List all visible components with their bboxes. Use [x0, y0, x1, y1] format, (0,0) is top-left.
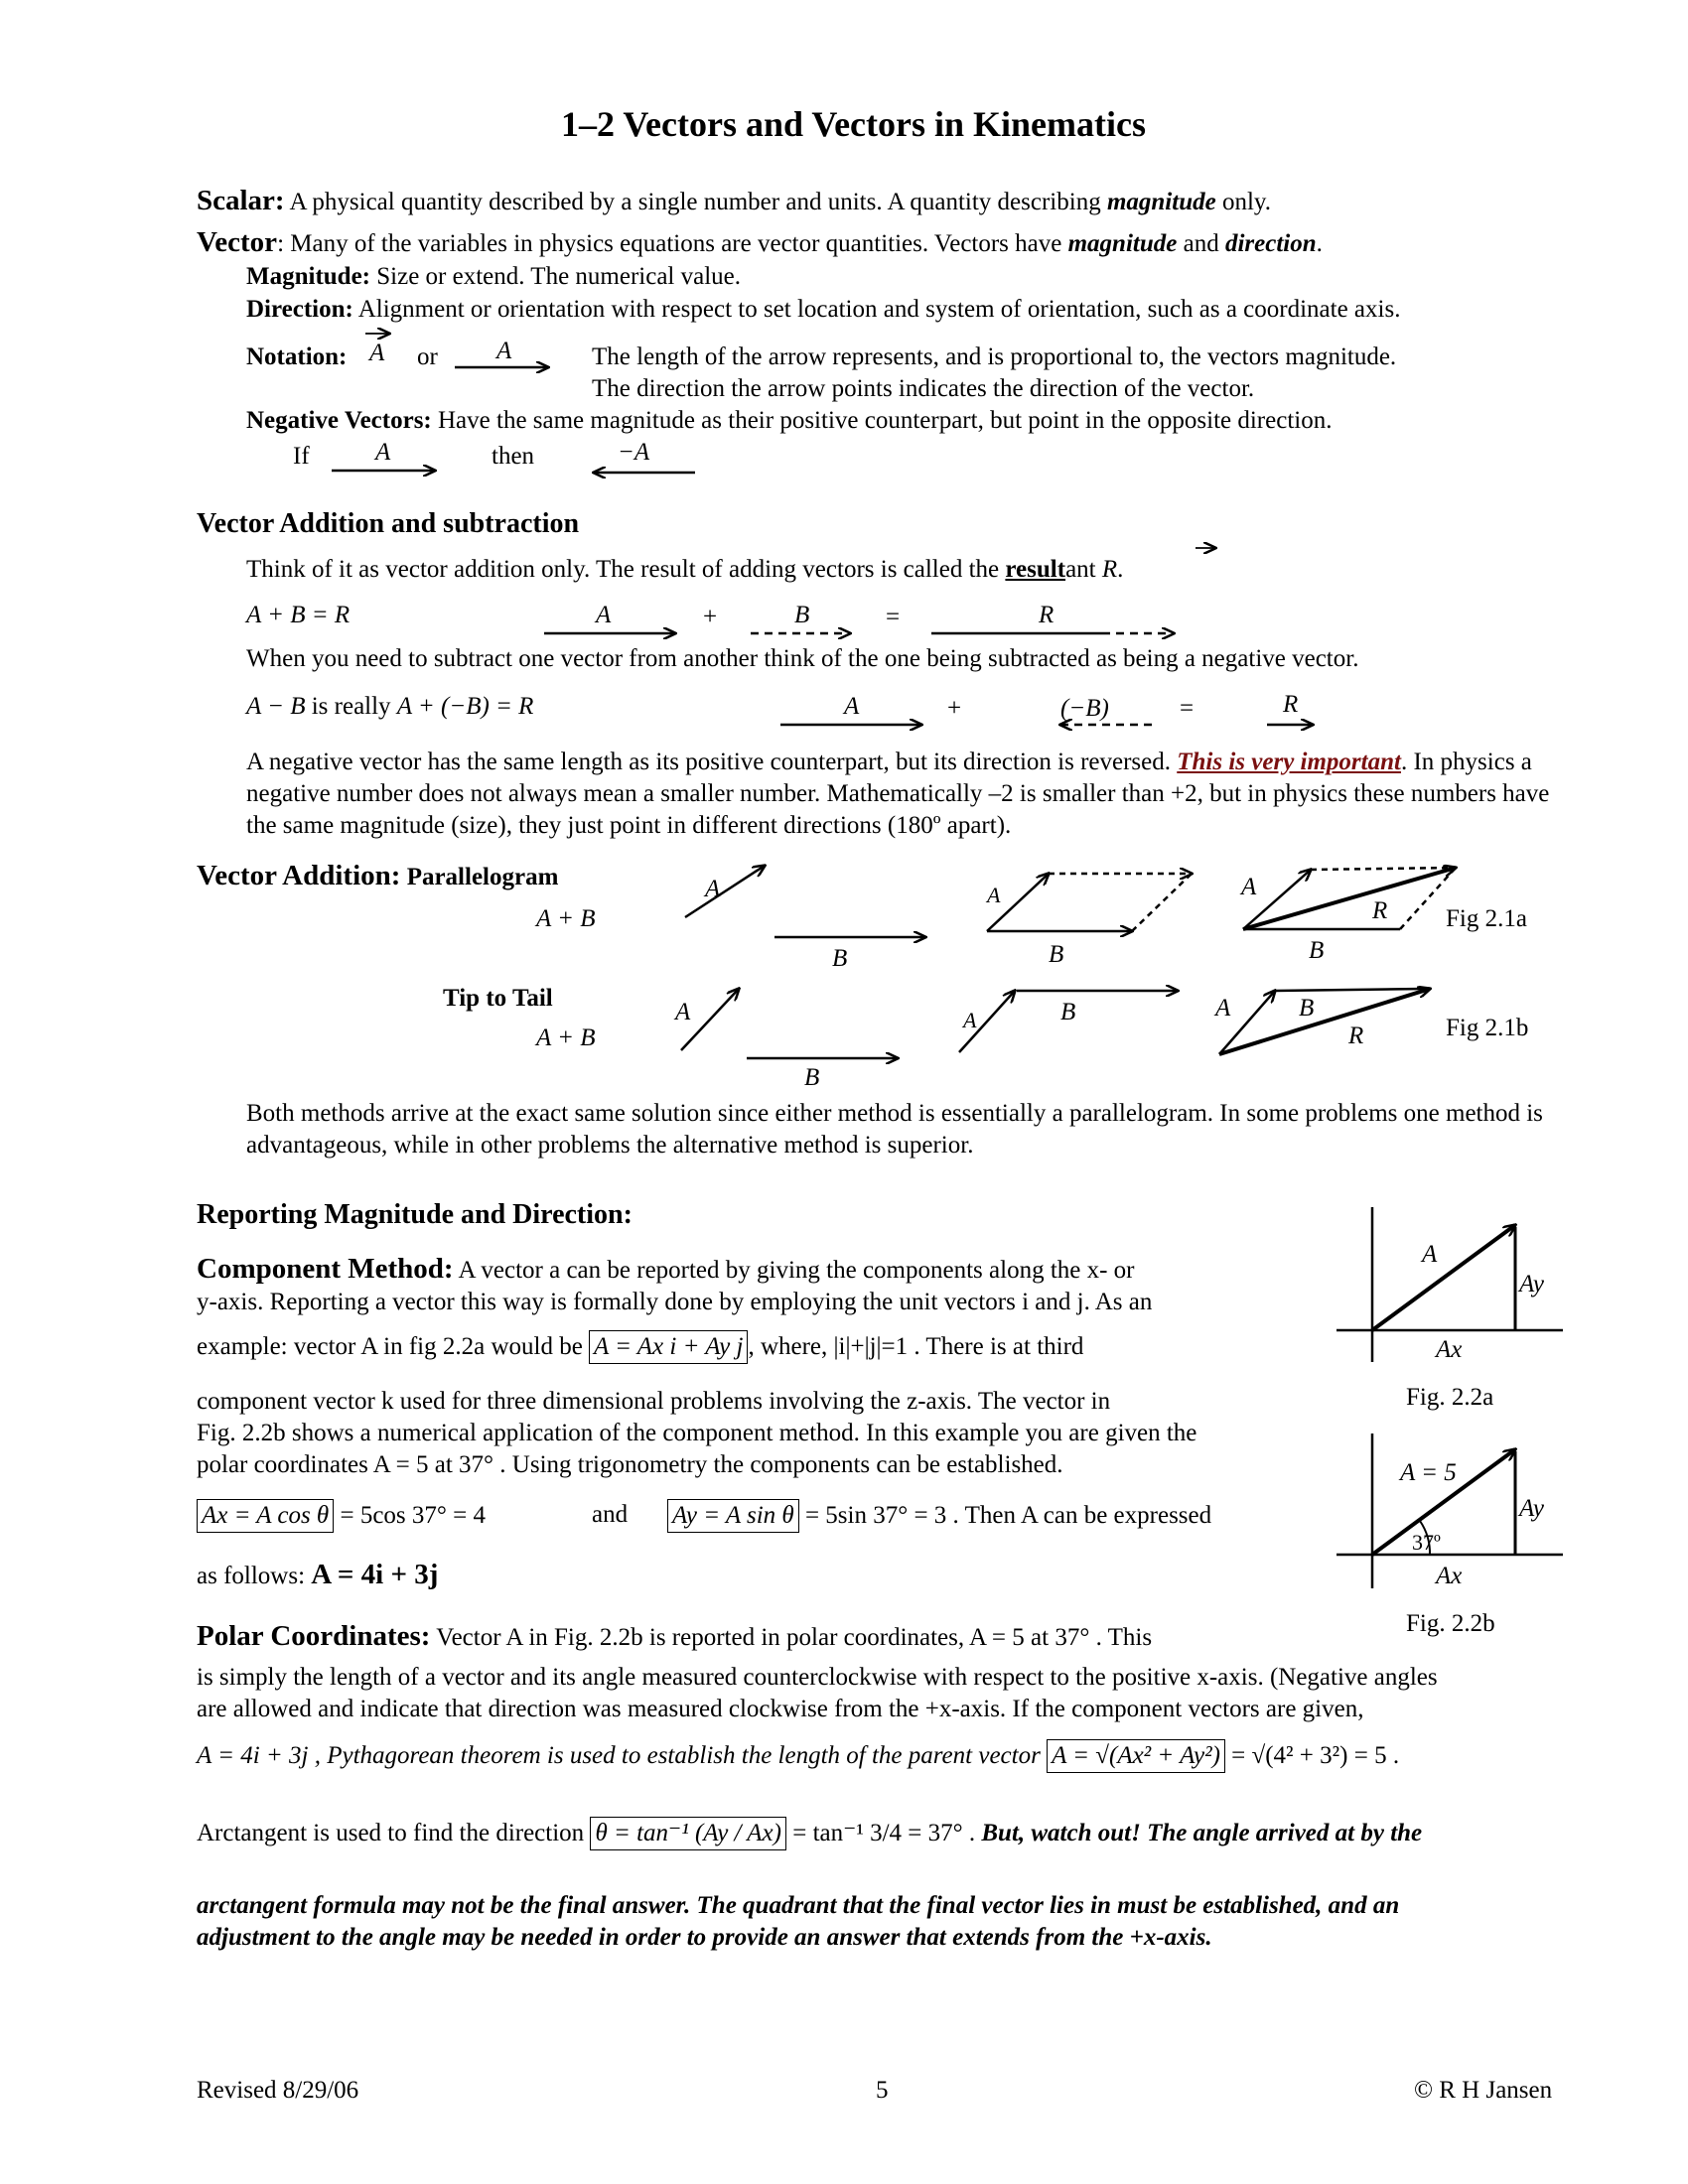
f1b-vecA1 [681, 989, 739, 1050]
negative-then: then [492, 443, 535, 470]
tip-to-tail-heading: Tip to Tail [443, 985, 553, 1012]
addition-equation: A + B = R [246, 602, 351, 628]
fig-2-1a-caption: Fig 2.1a [1446, 905, 1527, 932]
f1b-vecR3 [1219, 989, 1430, 1054]
f2b-vecA [1372, 1449, 1515, 1555]
scalar-term: Scalar: [197, 185, 285, 216]
f2b-Ay: Ay [1519, 1495, 1544, 1522]
f1a-A3: A [1241, 874, 1257, 900]
f1a-B1: B [832, 945, 848, 972]
arctangent-formula-box: θ = tan⁻¹ (Ay / Ax) [590, 1817, 786, 1850]
sub-R-label: R [1283, 691, 1299, 718]
as-follows: as follows: A = 4i + 3j [197, 1559, 439, 1590]
component-form-box: A = Ax i + Ay j [589, 1330, 748, 1364]
f1a-A2: A [987, 883, 1001, 907]
parallelogram-sum: A + B [536, 905, 596, 932]
page-title: 1–2 Vectors and Vectors in Kinematics [561, 104, 1146, 144]
component-line-1: Component Method: A vector a can be reported by giving the components along the x- or [197, 1253, 1135, 1285]
parallelogram-heading: Vector Addition: Parallelogram [197, 860, 559, 891]
notation-line-2: The direction the arrow points indicates the direction of the vector. [592, 375, 1255, 402]
sub-negB-label: (−B) [1060, 695, 1109, 722]
negative-negA-label: −A [618, 439, 650, 466]
polar-line-2: is simply the length of a vector and its angle measured counterclockwise with respect to the positive x-axis. (Negative angles [197, 1664, 1438, 1691]
footer-page-number: 5 [876, 2077, 889, 2104]
component-line-5: Fig. 2.2b shows a numerical application of the component method. In this example you are given the [197, 1420, 1197, 1446]
negative-if: If [293, 443, 310, 470]
f2a-vecA [1372, 1225, 1515, 1330]
subtraction-equation: A − B is really A + (−B) = R [246, 693, 534, 720]
notation-arrow-label: A [496, 338, 512, 364]
add-B-label: B [794, 602, 810, 628]
polar-line-1: Polar Coordinates: Vector A in Fig. 2.2b is reported in polar coordinates, A = 5 at 37° . This [197, 1620, 1153, 1652]
f1b-A1: A [675, 999, 691, 1025]
fig-2-1b-caption: Fig 2.1b [1446, 1015, 1529, 1041]
add-equals: = [886, 604, 901, 630]
vector-definition: Vector: Many of the variables in physics equations are vector quantities. Vectors have magnitude and direction. [197, 226, 1323, 258]
f1b-R3: R [1348, 1023, 1364, 1049]
f1a-vecA2 [987, 874, 1049, 931]
f2a-Ay: Ay [1519, 1271, 1544, 1297]
component-line-4: component vector k used for three dimensional problems involving the z-axis. The vector in [197, 1388, 1111, 1415]
notation-or: or [417, 343, 438, 370]
f2b-A5: A = 5 [1400, 1459, 1457, 1486]
vector-term: Vector [197, 226, 278, 258]
footer-revised: Revised 8/29/06 [197, 2077, 359, 2104]
add-R-label: R [1039, 602, 1055, 628]
warning-line-2: arctangent formula may not be the final answer. The quadrant that the final vector lies in must be established, and an [197, 1892, 1400, 1919]
component-line-6: polar coordinates A = 5 at 37° . Using trigonometry the components can be established. [197, 1451, 1063, 1478]
negative-vector-paragraph: A negative vector has the same length as its positive counterpart, but its direction is reversed. This is very important. In physics a negative number does not always mean a smaller number. Mathematically –2 is smaller than +2, but in physics these numbers have the same magnitude (size), they just point in different directions (180º apart). [246, 749, 1550, 839]
arctangent-line: Arctangent is used to find the direction θ = tan⁻¹ (Ay / Ax) = tan⁻¹ 3/4 = 37° . But, watch out! The angle arrived at by the [197, 1817, 1422, 1850]
f2a-A: A [1422, 1241, 1438, 1268]
f2b-angle: 37º [1412, 1530, 1441, 1555]
f1a-dash-top3 [1311, 868, 1456, 870]
magnitude-definition: Magnitude: Size or extend. The numerical value. [246, 263, 742, 290]
f1a-vecA1 [685, 866, 765, 917]
f1a-A1: A [705, 876, 721, 902]
f1a-B3: B [1309, 937, 1325, 964]
notation-line-1: The length of the arrow represents, and is proportional to, the vectors magnitude. [592, 343, 1397, 370]
addition-heading: Vector Addition and subtraction [197, 508, 580, 539]
f1a-B2: B [1049, 941, 1064, 968]
notation-symbol: A [369, 340, 385, 366]
f2b-Ax: Ax [1436, 1563, 1463, 1589]
f1a-vecR3 [1243, 868, 1456, 929]
tip-to-tail-sum: A + B [536, 1024, 596, 1051]
add-A-label: A [596, 602, 612, 628]
warning-line-3: adjustment to the angle may be needed in order to provide an answer that extends from the +x-axis. [197, 1924, 1212, 1951]
ay-equation: Ay = A sin θ = 5sin 37° = 3 . Then A can be expressed [667, 1499, 1211, 1533]
f1a-dash-right [1132, 874, 1192, 931]
fig-2-2b-caption: Fig. 2.2b [1406, 1610, 1495, 1637]
reporting-heading: Reporting Magnitude and Direction: [197, 1199, 633, 1230]
ax-formula-box: Ax = A cos θ [197, 1499, 334, 1533]
f1b-A3: A [1215, 995, 1231, 1022]
component-and: and [592, 1501, 629, 1528]
sub-equals: = [1180, 695, 1195, 722]
direction-definition: Direction: Alignment or orientation with respect to set location and system of orientation, such as a coordinate axis. [246, 296, 1401, 323]
component-equations: Ax = A cos θ = 5cos 37° = 4 [197, 1499, 486, 1533]
resultant-sentence: Think of it as vector addition only. The result of adding vectors is called the resultant R. [246, 556, 1124, 583]
polar-line-4: A = 4i + 3j , Pythagorean theorem is used to establish the length of the parent vector A = √(Ax² + Ay²) = √(4² + 3²) = 5 . [197, 1739, 1399, 1773]
fig-2-2a-caption: Fig. 2.2a [1406, 1384, 1494, 1411]
component-line-2: y-axis. Reporting a vector this way is formally done by employing the unit vectors i and j. As an [197, 1289, 1153, 1315]
negative-A-label: A [375, 439, 391, 466]
f1b-vecB3 [1275, 989, 1424, 991]
f2a-Ax: Ax [1436, 1336, 1463, 1363]
f1b-B3: B [1299, 995, 1315, 1022]
f1b-vecA2 [959, 991, 1015, 1052]
footer-copyright: © R H Jansen [1414, 2077, 1553, 2104]
magnitude-formula-box: A = √(Ax² + Ay²) [1047, 1739, 1225, 1773]
add-plus: + [703, 604, 718, 630]
both-methods-paragraph: Both methods arrive at the exact same solution since either method is essentially a parallelogram. In some problems one method is advantageous, while in other problems the alternative method is superior. [246, 1100, 1543, 1159]
notation-term: Notation: [246, 343, 348, 370]
f1b-A2: A [963, 1008, 977, 1032]
ay-formula-box: Ay = A sin θ [667, 1499, 799, 1533]
sub-plus: + [947, 695, 962, 722]
scalar-definition: Scalar: A physical quantity described by a single number and units. A quantity describing magnitude only. [197, 185, 1272, 216]
component-line-3: example: vector A in fig 2.2a would be A = Ax i + Ay j , where, |i|+|j|=1 . There is at third [197, 1330, 1083, 1364]
f2b-angle-arc [1420, 1521, 1430, 1555]
polar-line-3: are allowed and indicate that direction was measured clockwise from the +x-axis. If the component vectors are given, [197, 1696, 1364, 1722]
negative-vectors-definition: Negative Vectors: Have the same magnitude as their positive counterpart, but point in the opposite direction. [246, 407, 1333, 434]
sub-A-label: A [844, 693, 860, 720]
f1b-B1: B [804, 1064, 820, 1091]
f1a-R3: R [1372, 897, 1388, 924]
subtract-sentence: When you need to subtract one vector from another think of the one being subtracted as being a negative vector. [246, 645, 1359, 672]
f1b-B2: B [1060, 999, 1076, 1025]
